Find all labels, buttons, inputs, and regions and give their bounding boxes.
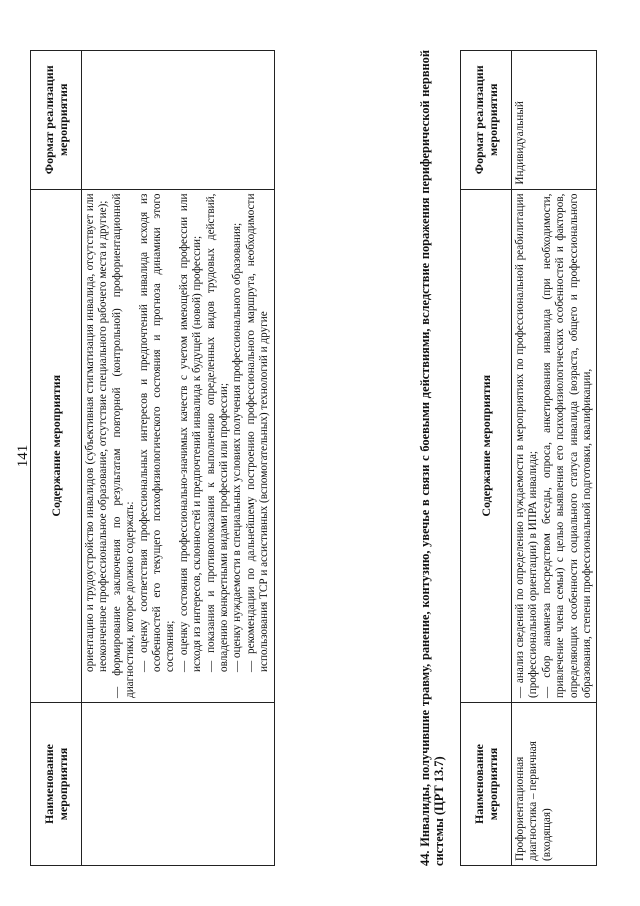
- cell-content: [512, 189, 597, 702]
- cell-name: [82, 703, 275, 866]
- header-name: Наименование мероприятия: [461, 703, 512, 866]
- cell-format: Индивидуальный: [512, 51, 597, 190]
- header-content: Содержание мероприятия: [461, 189, 512, 702]
- header-format: Формат реализации мероприятия: [31, 51, 82, 190]
- table-header-row: [461, 51, 512, 866]
- table-header-row: [31, 51, 82, 866]
- page-number: 141: [15, 444, 31, 468]
- cell-content: [82, 189, 275, 702]
- content-continuation: ориентацию и трудоустройство инвалидов (субъективная стигматизация инвалида, отсутствует или неоконченное профессиональное образование, отсутствие специального рабочего места и другие);: [84, 193, 110, 672]
- section-heading: 44. Инвалиды, получившие травму, ранение, контузию, увечье в связи с боевыми действиями, вследствие поражения периферической нервной системы (ЦРТ 13.7): [418, 50, 446, 866]
- content-subitem: — показания и противопоказания к выполнению определенных видов трудовых действий, овладению конкретными видами профессий или профессии;: [204, 193, 231, 672]
- table-row: [82, 51, 275, 866]
- header-name: Наименование мероприятия: [31, 703, 82, 866]
- content-subitem: — оценку состояния профессионально-значимых качеств с учетом имеющейся профессии или исходя из интересов, склонностей и предпочтений инвалида к будущей (новой) профессии;: [177, 193, 204, 672]
- cell-name: Профориентационная диагностика – первичная (входящая): [512, 703, 597, 866]
- content-item-conclusion: — формирование заключения по результатам повторной (контрольной) профориентационной диагностики, которое должно содержать:: [110, 193, 137, 698]
- content-subitem: — рекомендации по дальнейшему построению профессионального маршрута, необходимости использования ТСР и ассистивных (вспомогательных) технологий и другие: [244, 193, 271, 672]
- content-item: — анализ сведений по определению нуждаемости в мероприятиях по профессиональной реабилитации (профессиональной ориентации) в ИПРА инвалида;: [514, 193, 540, 698]
- content-subitem: — оценку нуждаемости в специальных условиях получения профессионального образования;: [231, 222, 244, 672]
- measures-table-section-44: [460, 50, 597, 866]
- content-subitem: — оценку соответствия профессиональных интересов и предпочтений инвалида исходя из особенностей его текущего психофизиологического состояния и прогноза динамики этого состояния;: [137, 193, 177, 672]
- header-content: Содержание мероприятия: [31, 189, 82, 702]
- cell-format: [82, 51, 275, 190]
- measures-table-continued: [30, 50, 275, 866]
- header-format: Формат реализации мероприятия: [461, 51, 512, 190]
- table-row: [512, 51, 597, 866]
- content-item: — сбор анамнеза посредством беседы, опроса, анкетирования инвалида (при необходимости, привлечение члена семьи) с целью выявления его психофизиологических особенностей и факторов, определяющих особенности социального статуса инвалида (возраста, общего и профессионального образования, степени профессиональной подготовки, квалификации,: [540, 193, 594, 698]
